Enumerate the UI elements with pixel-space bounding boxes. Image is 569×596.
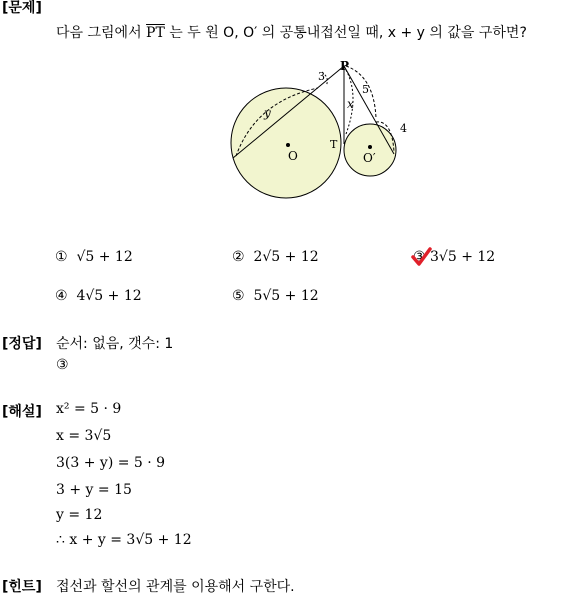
label-4: 4 — [400, 122, 407, 135]
answer-tag: [정답] — [2, 336, 42, 352]
label-o: O — [288, 149, 298, 163]
option-1-text: √5 + 12 — [76, 249, 133, 265]
center-o — [286, 143, 290, 147]
option-3-text: 3√5 + 12 — [430, 249, 496, 265]
option-2-text: 2√5 + 12 — [253, 249, 319, 265]
explanation-line-3: 3(3 + y) = 5 · 9 — [56, 455, 166, 471]
option-2-marker: ② — [232, 249, 245, 265]
center-o-prime — [368, 145, 372, 149]
check-mark-icon — [410, 246, 432, 268]
option-5-marker: ⑤ — [232, 288, 245, 304]
explanation-line-5: y = 12 — [56, 507, 103, 523]
label-y: y — [264, 106, 271, 120]
problem-tag: [문제] — [2, 0, 42, 16]
option-4-marker: ④ — [55, 288, 68, 304]
circle-o — [231, 88, 341, 198]
answer-line-2: ③ — [56, 357, 69, 373]
option-1-marker: ① — [55, 249, 68, 265]
problem-text-pre: 다음 그림에서 — [56, 25, 147, 41]
label-o-prime: O′ — [363, 151, 376, 165]
geometry-figure — [226, 56, 406, 206]
hint-tag: [힌트] — [2, 579, 42, 595]
answer-line-1: 순서: 없음, 갯수: 1 — [56, 336, 174, 352]
explanation-line-1: x² = 5 · 9 — [56, 401, 122, 417]
label-p: P — [340, 59, 350, 73]
explanation-tag: [해설] — [2, 404, 42, 420]
option-5-text: 5√5 + 12 — [253, 288, 319, 304]
option-3-marker: ③ — [413, 249, 426, 265]
option-4-text: 4√5 + 12 — [76, 288, 142, 304]
label-3: 3 — [318, 70, 325, 83]
label-t: T — [330, 138, 338, 151]
problem-text — [56, 22, 527, 42]
label-5: 5 — [362, 83, 369, 96]
explanation-line-2: x = 3√5 — [56, 428, 112, 444]
option-1[interactable] — [55, 249, 133, 265]
circle-o-prime — [344, 124, 396, 176]
option-2[interactable] — [232, 249, 319, 265]
problem-text-post: 는 두 원 O, O′ 의 공통내접선일 때, x + y 의 값을 구하면? — [164, 25, 527, 41]
option-5[interactable] — [232, 288, 319, 304]
option-4[interactable] — [55, 288, 142, 304]
explanation-line-6: ∴ x + y = 3√5 + 12 — [56, 532, 192, 548]
segment-pt: $\overline{PT}$ — [146, 25, 165, 41]
label-x: x — [347, 97, 354, 111]
hint-text: 접선과 할선의 관계를 이용해서 구한다. — [56, 579, 295, 595]
explanation-line-4: 3 + y = 15 — [56, 482, 132, 498]
